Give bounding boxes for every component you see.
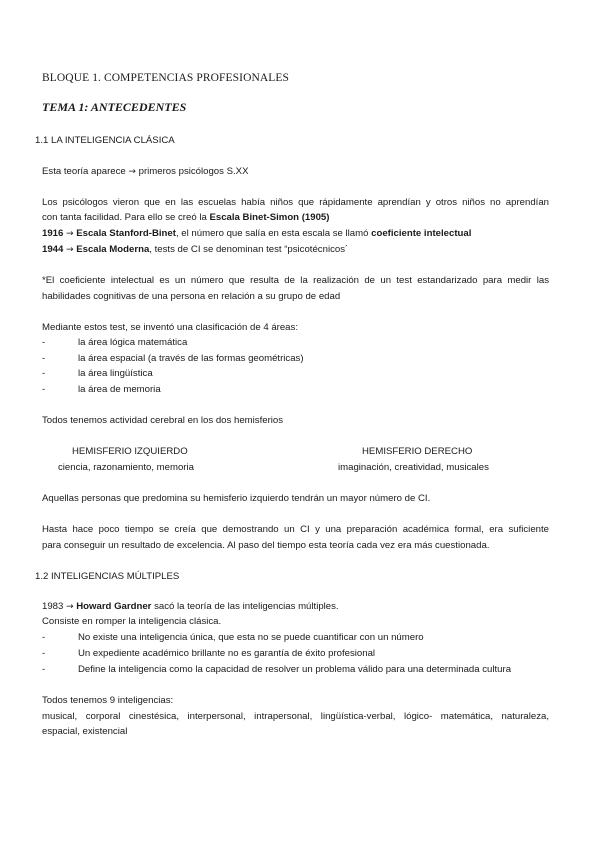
dash: -	[42, 353, 46, 364]
author-name: Howard Gardner	[76, 601, 152, 612]
point-text: No existe una inteligencia única, que esta no se puede cuantificar con un número	[78, 632, 424, 643]
modern-scale: Escala Moderna	[76, 244, 150, 255]
stanford-binet-scale: Escala Stanford-Binet	[76, 228, 176, 239]
dash: -	[42, 384, 46, 395]
point-text: Un expediente académico brillante no es garantía de éxito profesional	[78, 648, 376, 659]
dash: -	[42, 368, 46, 379]
nine-line1: musical, corporal cinestésica, interpersonal, intrapersonal, lingüística-verbal, lógico- matemática, naturaleza,	[42, 711, 549, 722]
left-hemisphere-title: HEMISFERIO IZQUIERDO	[72, 446, 188, 457]
arrow-icon: →	[66, 245, 74, 255]
year-1944: 1944	[42, 244, 64, 255]
year-1916: 1916	[42, 228, 64, 239]
note-line2: habilidades cognitivas de una persona en relación a su grupo de edad	[42, 291, 341, 302]
line-1944	[42, 244, 348, 256]
right-hemisphere-title: HEMISFERIO DERECHO	[362, 446, 473, 457]
area-text: la área espacial (a través de las formas geométricas)	[78, 353, 304, 364]
line-1916-rest: , el número que salía en esta escala se llamó	[175, 228, 369, 239]
line-1916	[42, 228, 471, 240]
dash: -	[42, 337, 46, 348]
dash: -	[42, 664, 46, 675]
area-text: la área lógica matemática	[78, 337, 188, 348]
arrow-icon: →	[66, 602, 74, 612]
note-line1: *El coeficiente intelectual es un número que resulta de la realización de un test estandarizado para medir las	[42, 275, 549, 286]
paragraph-psychologists-line1: Los psicólogos vieron que en las escuelas había niños que rápidamente aprendían y otros niños no aprendían	[42, 197, 549, 208]
arrow-icon: →	[128, 167, 136, 177]
dash: -	[42, 632, 46, 643]
topic-title: TEMA 1: ANTECEDENTES	[42, 100, 187, 114]
nine-intro: Todos tenemos 9 inteligencias:	[42, 695, 174, 706]
author-rest: sacó la teoría de las inteligencias múltiples.	[154, 601, 339, 612]
intellectual-coefficient: coeficiente intelectual	[371, 228, 472, 239]
consists-line: Consiste en romper la inteligencia clásica.	[42, 616, 222, 627]
closing-line2: para conseguir un resultado de excelencia. Al paso del tiempo esta teoría cada vez era más cuestionada.	[42, 540, 490, 551]
area-text: la área lingüística	[78, 368, 153, 379]
line-1944-rest: , tests de CI se denominan test “psicotécnicos´	[149, 244, 349, 255]
areas-intro: Mediante estos test, se inventó una clasificación de 4 áreas:	[42, 322, 298, 333]
intro-suffix: primeros psicólogos S.XX	[138, 166, 249, 177]
hemispheres-intro: Todos tenemos actividad cerebral en los dos hemisferios	[42, 415, 284, 426]
intro-line	[42, 166, 248, 178]
year-1983: 1983	[42, 601, 64, 612]
left-hemisphere-desc: ciencia, razonamiento, memoria	[58, 462, 194, 473]
section-heading-multiple: 1.2 INTELIGENCIAS MÚLTIPLES	[35, 571, 180, 582]
binet-simon-scale: Escala Binet-Simon (1905)	[209, 212, 330, 223]
intro-prefix: Esta teoría aparece	[42, 166, 126, 177]
gardner-line	[42, 601, 339, 613]
area-text: la área de memoria	[78, 384, 161, 395]
dash: -	[42, 648, 46, 659]
right-hemisphere-desc: imaginación, creatividad, musicales	[338, 462, 489, 473]
closing-line1: Hasta hace poco tiempo se creía que demostrando un CI y una preparación académica formal, era suficiente	[42, 524, 549, 535]
block-title: BLOQUE 1. COMPETENCIAS PROFESIONALES	[42, 72, 290, 84]
left-dominant-line: Aquellas personas que predomina su hemisferio izquierdo tendrán un mayor número de CI.	[42, 493, 431, 504]
section-heading-classic: 1.1 LA INTELIGENCIA CLÁSICA	[35, 135, 175, 146]
nine-line2: espacial, existencial	[42, 726, 128, 737]
para1-line2-prefix: con tanta facilidad. Para ello se creó la	[42, 212, 207, 223]
point-text: Define la inteligencia como la capacidad de resolver un problema válido para una determinada cultura	[78, 664, 512, 675]
arrow-icon: →	[66, 229, 74, 239]
paragraph-psychologists-line2	[42, 212, 329, 224]
